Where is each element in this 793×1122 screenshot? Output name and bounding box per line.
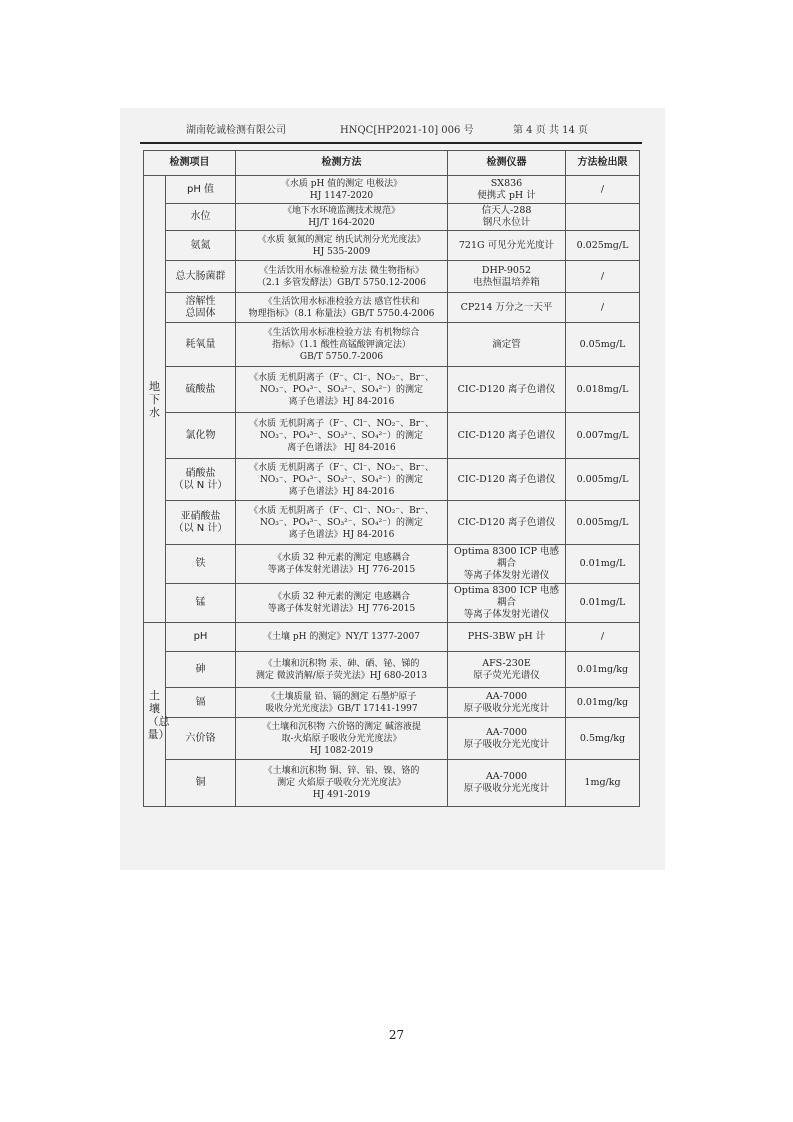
limit-cell: 0.025mg/L [566, 231, 640, 261]
instrument-cell [448, 261, 566, 293]
instrument-cell [448, 501, 566, 545]
item-line: 亚硝酸盐 [180, 510, 221, 522]
instrument-cell [448, 652, 566, 688]
item-cell [166, 204, 236, 231]
test-method-table [143, 150, 640, 807]
item-line: 水位 [190, 211, 211, 222]
method-line: 《水质 无机阴离子（F⁻、Cl⁻、NO₂⁻、Br⁻、 [249, 505, 434, 516]
table-header-row [144, 151, 640, 176]
item-line: （以 N 计） [173, 479, 228, 491]
instrument-cell [448, 323, 566, 367]
method-cell [236, 261, 448, 293]
instrument-line: 原子吸收分光光度计 [463, 738, 550, 750]
instrument-line: AA-7000 [485, 726, 528, 738]
limit-cell: 0.01mg/L [566, 584, 640, 623]
category-cell [144, 176, 166, 623]
instrument-line: 等离子体发射光谱仪 [463, 609, 550, 620]
instrument-cell [448, 204, 566, 231]
method-line: HJ 491-2019 [312, 790, 371, 800]
instrument-line: CIC-D120 离子色谱仪 [457, 516, 556, 528]
instrument-line: 滴定管 [492, 338, 521, 350]
instrument-line: AFS-230E [482, 657, 531, 669]
item-line: 溶解性 [185, 295, 216, 307]
method-cell [236, 323, 448, 367]
method-line: 离子色谱法》 HJ 84-2016 [287, 442, 396, 453]
instrument-cell [448, 623, 566, 652]
table-row [144, 545, 640, 584]
table-row [144, 688, 640, 718]
item-cell [166, 545, 236, 584]
item-line: 铁 [195, 558, 206, 569]
method-cell [236, 293, 448, 323]
method-line: 《水质 32 种元素的测定 电感耦合 [272, 553, 411, 563]
method-line: （2.1 多管发酵法）GB/T 5750.12-2006 [256, 277, 427, 288]
instrument-line: CIC-D120 离子色谱仪 [457, 429, 556, 441]
table-row [144, 231, 640, 261]
method-line: 《水质 pH 值的测定 电极法》 [280, 178, 403, 189]
header-company: 湖南乾诚检测有限公司 [186, 125, 286, 136]
instrument-cell [448, 459, 566, 501]
item-line: 锰 [195, 597, 206, 608]
method-line: 《水质 氨氮的测定 纳氏试剂分光光度法》 [257, 234, 426, 245]
method-line: 《土壤 pH 的测定》NY/T 1377-2007 [263, 632, 420, 642]
item-cell [166, 323, 236, 367]
method-line: 《土壤质量 铅、镉的测定 石墨炉原子 [266, 691, 417, 702]
table-row [144, 584, 640, 623]
instrument-cell [448, 293, 566, 323]
item-cell [166, 718, 236, 760]
method-cell [236, 501, 448, 545]
method-line: 吸收分光光度法》GB/T 17141-1997 [265, 703, 418, 714]
limit-cell: / [566, 623, 640, 652]
item-line: 铜 [195, 777, 206, 788]
instrument-line: CP214 万分之一天平 [460, 301, 553, 313]
category-cell [144, 623, 170, 807]
instrument-line: Optima 8300 ICP 电感耦合 [453, 546, 560, 569]
item-line: 氨氮 [190, 239, 211, 251]
table-row [144, 459, 640, 501]
instrument-line: Optima 8300 ICP 电感耦合 [453, 585, 560, 608]
method-line: 离子色谱法》HJ 84-2016 [288, 396, 395, 407]
item-line: 硫酸盐 [185, 383, 216, 395]
table-row [144, 501, 640, 545]
instrument-line: 信天人-288 [481, 205, 532, 216]
instrument-cell [448, 367, 566, 413]
item-cell [166, 293, 236, 323]
table-row [144, 760, 640, 807]
limit-cell [566, 204, 640, 231]
method-line: NO₃⁻、PO₄³⁻、SO₃²⁻、SO₄²⁻）的测定 [259, 474, 424, 485]
header-doc-number: HNQC[HP2021-10] 006 号 [340, 125, 474, 136]
method-cell [236, 584, 448, 623]
method-line: NO₃⁻、PO₄³⁻、SO₃²⁻、SO₄²⁻）的测定 [259, 384, 424, 395]
item-line: 砷 [195, 663, 206, 675]
item-line: 六价铬 [185, 732, 216, 744]
method-line: 《水质 无机阴离子（F⁻、Cl⁻、NO₂⁻、Br⁻、 [249, 418, 434, 429]
item-cell [166, 760, 236, 807]
instrument-line: 便携式 pH 计 [477, 189, 536, 201]
table-row [144, 261, 640, 293]
item-cell [166, 623, 236, 652]
method-line: 等离子体发射光谱法》HJ 776-2015 [267, 604, 416, 614]
method-cell [236, 718, 448, 760]
method-line: HJ/T 164-2020 [308, 218, 375, 228]
method-line: HJ 1147-2020 [309, 190, 374, 201]
instrument-line: 原子荧光光谱仪 [473, 669, 540, 681]
method-line: 《生活饮用水标准检验方法 微生物指标》 [259, 265, 424, 276]
instrument-cell [448, 231, 566, 261]
method-line: 离子色谱法》HJ 84-2016 [288, 529, 395, 540]
instrument-cell [448, 545, 566, 584]
limit-cell: / [566, 261, 640, 293]
method-line: 《土壤和沉积物 铜、锌、铅、镍、铬的 [263, 766, 420, 776]
header-limit: 方法检出限 [566, 151, 640, 176]
method-line: 指标》（1.1 酸性高锰酸钾滴定法） [272, 339, 411, 350]
method-line: NO₃⁻、PO₄³⁻、SO₃²⁻、SO₄²⁻）的测定 [259, 517, 424, 528]
category-label: 地下水 [149, 379, 160, 419]
instrument-cell [448, 176, 566, 204]
category-label: 土壤（总量） [147, 688, 170, 741]
instrument-line: 原子吸收分光光度计 [463, 783, 550, 794]
limit-cell: 0.018mg/L [566, 367, 640, 413]
method-cell [236, 623, 448, 652]
instrument-cell [448, 760, 566, 807]
item-line: pH 值 [186, 183, 215, 195]
page-number: 27 [388, 1028, 405, 1042]
header-instrument: 检测仪器 [448, 151, 566, 176]
table-row [144, 652, 640, 688]
item-cell [166, 688, 236, 718]
table-row [144, 204, 640, 231]
method-cell [236, 231, 448, 261]
table-row [144, 718, 640, 760]
table-row [144, 367, 640, 413]
method-cell [236, 688, 448, 718]
item-line: 总固体 [185, 307, 216, 319]
item-line: 镉 [195, 696, 206, 708]
header-page-info: 第 4 页 共 14 页 [513, 125, 588, 136]
method-line: 《生活饮用水标准检验方法 感官性状和 [263, 296, 420, 307]
method-line: 《水质 无机阴离子（F⁻、Cl⁻、NO₂⁻、Br⁻、 [249, 372, 434, 383]
table-row [144, 293, 640, 323]
instrument-line: AA-7000 [485, 690, 528, 702]
instrument-line: AA-7000 [485, 771, 528, 782]
instrument-line: PHS-3BW pH 计 [467, 631, 546, 642]
method-line: GB/T 5750.7-2006 [299, 351, 384, 362]
method-line: 测定 火焰原子吸收分光光度法》 [277, 778, 406, 788]
method-cell [236, 413, 448, 459]
instrument-line: 原子吸收分光光度计 [463, 702, 550, 714]
method-line: HJ 1082-2019 [309, 745, 374, 756]
method-line: HJ 535-2009 [312, 246, 371, 257]
item-line: 硝酸盐 [185, 467, 216, 479]
item-line: 总大肠菌群 [175, 270, 226, 282]
instrument-line: 721G 可见分光光度计 [458, 239, 555, 251]
method-cell [236, 367, 448, 413]
header-item: 检测项目 [144, 151, 236, 176]
header-method: 检测方法 [236, 151, 448, 176]
table-row [144, 176, 640, 204]
limit-cell: 0.005mg/L [566, 459, 640, 501]
item-line: 耗氧量 [185, 338, 216, 350]
method-line: 取-火焰原子吸收分光光度法》 [281, 733, 402, 744]
item-cell [166, 176, 236, 204]
limit-cell: 0.01mg/L [566, 545, 640, 584]
method-cell [236, 760, 448, 807]
limit-cell: 0.5mg/kg [566, 718, 640, 760]
item-cell [166, 367, 236, 413]
item-cell [166, 652, 236, 688]
table-row [144, 413, 640, 459]
method-line: 物理指标》（8.1 称量法）GB/T 5750.4-2006 [248, 308, 435, 319]
limit-cell: / [566, 176, 640, 204]
instrument-line: CIC-D120 离子色谱仪 [457, 473, 556, 485]
header-rule [140, 142, 642, 144]
instrument-cell [448, 718, 566, 760]
limit-cell: 0.01mg/kg [566, 688, 640, 718]
limit-cell: 0.005mg/L [566, 501, 640, 545]
method-line: 《生活饮用水标准检验方法 有机物综合 [263, 327, 420, 338]
method-cell [236, 176, 448, 204]
instrument-line: 等离子体发射光谱仪 [463, 570, 550, 581]
method-line: 《土壤和沉积物 汞、砷、硒、铋、锑的 [263, 658, 420, 669]
method-line: 等离子体发射光谱法》HJ 776-2015 [267, 565, 416, 575]
method-cell [236, 459, 448, 501]
method-line: NO₃⁻、PO₄³⁻、SO₃²⁻、SO₄²⁻）的测定 [259, 430, 424, 441]
instrument-line: SX836 [490, 177, 523, 189]
item-line: （以 N 计） [173, 522, 228, 534]
item-cell [166, 501, 236, 545]
limit-cell: 1mg/kg [566, 760, 640, 807]
method-line: 离子色谱法》HJ 84-2016 [288, 486, 395, 497]
instrument-line: 钢尺水位计 [482, 217, 531, 228]
method-cell [236, 545, 448, 584]
method-line: 《地下水环境监测技术规范》 [282, 206, 400, 216]
instrument-cell [448, 584, 566, 623]
item-cell [166, 459, 236, 501]
method-line: 测定 微波消解/原子荧光法》HJ 680-2013 [255, 670, 428, 681]
item-cell [166, 584, 236, 623]
item-cell [166, 413, 236, 459]
table-row [144, 623, 640, 652]
table-body [144, 176, 640, 807]
method-line: 《土壤和沉积物 六价铬的测定 碱溶液提 [262, 721, 421, 732]
instrument-cell [448, 413, 566, 459]
item-cell [166, 231, 236, 261]
method-cell [236, 652, 448, 688]
method-line: 《水质 无机阴离子（F⁻、Cl⁻、NO₂⁻、Br⁻、 [249, 462, 434, 473]
limit-cell: 0.007mg/L [566, 413, 640, 459]
instrument-line: CIC-D120 离子色谱仪 [457, 383, 556, 395]
method-cell [236, 204, 448, 231]
instrument-cell [448, 688, 566, 718]
table-row [144, 323, 640, 367]
instrument-line: 电热恒温培养箱 [473, 276, 540, 288]
instrument-line: DHP-9052 [481, 264, 532, 276]
limit-cell: 0.01mg/kg [566, 652, 640, 688]
item-line: pH [193, 631, 208, 642]
item-line: 氯化物 [185, 429, 216, 441]
item-cell [166, 261, 236, 293]
limit-cell: 0.05mg/L [566, 323, 640, 367]
limit-cell: / [566, 293, 640, 323]
method-line: 《水质 32 种元素的测定 电感耦合 [272, 592, 411, 602]
